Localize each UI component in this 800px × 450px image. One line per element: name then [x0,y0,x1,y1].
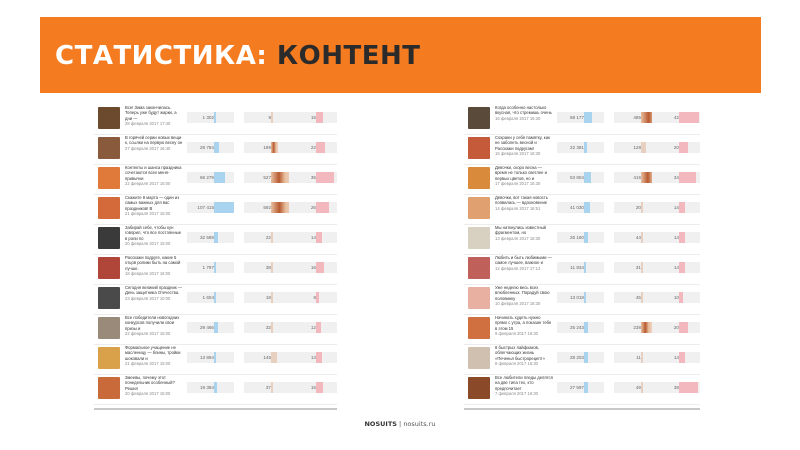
reposts-bar [316,112,323,123]
likes-cell [244,262,294,273]
likes-value: 189 [263,145,271,150]
post-date: 21 февраля 2017 15:00 [125,361,171,367]
reach-cell [557,382,604,393]
post-date: 23 февраля 2017 10:00 [125,295,171,301]
reach-value: 1 797 [202,265,214,270]
reach-bar [584,172,591,183]
reach-cell [187,352,234,363]
reposts-value: 14 [310,235,316,240]
likes-value: 38 [265,265,271,270]
post-date: 21 февраля 2017 15:00 [125,211,171,217]
post-date: 16 февраля 2017 16:30 [495,115,541,121]
likes-value: 11 [636,355,641,360]
reach-bar [214,142,219,153]
reposts-bar [316,202,329,213]
reach-value: 22 381 [569,145,584,150]
post-thumbnail[interactable] [468,197,490,219]
post-excerpt: Сохрани у себя памятку, как не заболеть весной и Расскажи подругам! [495,135,550,151]
likes-value: 9 [268,115,271,120]
reach-cell [557,172,604,183]
reposts-bar [679,262,685,273]
footer-site: nosuits.ru [403,420,436,428]
likes-bar [271,292,273,303]
post-text[interactable] [125,375,183,397]
post-excerpt: Сегодня великий праздник — День защитника Отечества. [125,285,183,296]
post-text[interactable] [125,225,183,247]
post-date: 8 февраля 2017 16:30 [495,361,538,367]
likes-bar [271,172,291,183]
post-row[interactable] [94,284,337,315]
reposts-value: 14 [673,355,679,360]
post-text[interactable] [495,345,553,367]
reposts-value: 8 [313,295,316,300]
reposts-bar [679,112,699,123]
post-excerpt: Все любители пледы делятся на две типа тех, кто предпочитает [495,375,553,391]
post-excerpt: Начинать худеть нужно прямо с утра, а показан тебе в этом 15 [495,315,552,331]
likes-value: 416 [633,175,641,180]
reposts-bar [316,142,325,153]
likes-value: 31 [635,265,641,270]
reach-bar [584,202,590,213]
reposts-cell [652,172,700,183]
likes-value: 485 [633,115,641,120]
likes-cell [244,112,294,123]
slide-title [55,41,420,71]
reach-value: 29 466 [199,325,214,330]
reach-bar [584,322,588,333]
reposts-value: 14 [673,265,679,270]
reach-value: 107 415 [197,205,214,210]
post-date: 17 февраля 2017 16:30 [495,181,541,187]
reposts-cell [289,382,337,393]
reposts-cell [652,322,700,333]
reach-value: 19 384 [199,385,214,390]
reposts-value: 35 [310,175,316,180]
reach-value: 53 804 [569,175,584,180]
likes-bar [641,382,643,393]
post-thumbnail[interactable] [468,287,490,309]
likes-cell [244,352,294,363]
reach-cell [187,112,234,123]
reach-cell [187,142,234,153]
reposts-cell [652,142,700,153]
right-post-stats-panel [464,104,700,410]
reposts-value: 20 [673,145,679,150]
reposts-cell [289,172,337,183]
post-row[interactable] [464,194,700,225]
likes-cell [244,172,294,183]
reposts-bar [679,202,685,213]
reach-bar [584,112,592,123]
post-excerpt: Уже неделю весь всех влюбленных. Порадуй свою половинку [495,285,550,301]
post-text[interactable] [495,255,553,277]
post-text[interactable] [495,105,553,127]
reposts-bar [679,232,685,243]
reposts-bar [316,322,321,333]
title-banner [40,17,761,93]
likes-bar [271,352,277,363]
post-thumbnail[interactable] [98,167,120,189]
reposts-value: 16 [310,265,316,270]
reposts-cell [289,112,337,123]
post-thumbnail[interactable] [468,257,490,279]
post-excerpt: Забирай себе, чтобы кун говорил, что все постоянные в роли по [125,225,182,241]
reach-bar [584,232,588,243]
reposts-cell [289,352,337,363]
reach-bar [214,262,216,273]
post-text[interactable] [495,285,553,307]
reposts-value: 34 [673,175,679,180]
post-date: 13 февраля 2017 16:30 [495,235,541,241]
reach-value: 41 030 [569,205,584,210]
reposts-cell [289,202,337,213]
likes-bar [641,202,643,213]
reach-cell [557,112,604,123]
reach-value: 25 243 [569,325,584,330]
reach-value: 1 604 [202,295,214,300]
post-excerpt: Все! Зима закончилась. Теперь уже будут жарки, а дни — [125,105,177,121]
post-text[interactable] [125,195,183,217]
post-thumbnail[interactable] [98,107,120,129]
post-row[interactable] [464,314,700,345]
likes-value: 37 [265,385,271,390]
post-row[interactable] [94,164,337,195]
post-thumbnail[interactable] [98,287,120,309]
reach-bar [214,352,216,363]
likes-bar [641,352,643,363]
post-excerpt: Когда особенно настолько вкусная, что стремишь очень [495,105,552,116]
reach-cell [187,232,234,243]
post-excerpt: Любить и быть любимыми — самое лучшее, важное и [495,255,552,266]
likes-cell [244,202,294,213]
reposts-bar [679,322,688,333]
left-post-stats-panel [94,104,337,410]
post-thumbnail[interactable] [98,227,120,249]
likes-cell [244,232,294,243]
post-thumbnail[interactable] [98,257,120,279]
post-date: 15 февраля 2017 16:30 [495,151,541,157]
reach-cell [557,232,604,243]
reposts-value: 15 [310,115,316,120]
reach-bar [584,352,588,363]
post-row[interactable] [94,134,337,165]
reach-bar [214,232,218,243]
reposts-bar [316,172,334,183]
reposts-cell [652,202,700,213]
title-prefix: СТАТИСТИКА: [55,41,268,71]
post-thumbnail[interactable] [98,347,120,369]
reposts-cell [289,262,337,273]
post-excerpt: Расскажи подруге, какие 5 отцов ролики быть на самой лучше. [125,255,181,271]
reposts-bar [316,352,322,363]
post-thumbnail[interactable] [468,347,490,369]
reach-bar [584,292,586,303]
post-date: 27 февраля 2017 16:40 [125,145,171,151]
footer-brand: NOSUITS [364,420,397,428]
reach-bar [214,322,218,333]
reach-value: 28 203 [569,355,584,360]
post-date: 7 февраля 2017 16:30 [495,391,538,397]
likes-cell [244,142,294,153]
likes-value: 44 [635,235,641,240]
likes-cell [244,382,294,393]
reposts-bar [679,352,685,363]
post-date: 22 февраля 2017 15:00 [125,181,171,187]
likes-value: 18 [265,295,271,300]
post-row[interactable] [94,254,337,285]
post-excerpt: Змеевы, почему этот понедельник особенный? Решил [125,375,175,391]
post-date: 20 февраля 2017 15:00 [125,241,171,247]
post-text[interactable] [125,105,183,127]
reach-value: 28 784 [199,145,214,150]
post-thumbnail[interactable] [468,137,490,159]
post-excerpt: Формальное учащение не масленицу — блины, тройки шоковали и [125,345,181,361]
post-text[interactable] [495,375,553,397]
reach-cell [557,352,604,363]
likes-value: 527 [263,175,271,180]
post-date: 14 февраля 2017 16:51 [495,205,541,211]
post-excerpt: Скажите 8 марта — один из самых важных для вас праздников! В [125,195,180,211]
post-thumbnail[interactable] [468,377,490,399]
likes-bar [641,232,643,243]
reposts-value: 15 [310,385,316,390]
post-excerpt: Мы наткнулись известный фрагментом, но [495,225,546,236]
reposts-value: 42 [673,115,679,120]
reposts-bar [679,382,698,393]
reach-value: 58 177 [569,115,584,120]
post-date: 18 февраля 2017 16:00 [125,271,171,277]
post-date: 28 февраля 2017 17:40 [125,121,171,127]
reach-value: 11 834 [570,265,584,270]
post-thumbnail[interactable] [98,317,120,339]
post-row[interactable] [94,344,337,375]
likes-bar [271,232,273,243]
reach-cell [187,172,234,183]
post-row[interactable] [94,104,337,135]
reposts-cell [652,262,700,273]
post-excerpt: Все победители новогодних конкурсов получили свои призы и [125,315,180,331]
likes-bar [641,142,646,153]
post-excerpt: Девочки, вот такая новость появилась — вдохновение [495,195,548,206]
likes-value: 20 [635,205,641,210]
reposts-bar [679,292,683,303]
reach-bar [584,262,586,273]
post-row[interactable] [464,374,700,405]
reposts-bar [316,262,324,273]
likes-value: 45 [635,295,641,300]
reposts-cell [652,382,700,393]
reach-bar [584,142,587,153]
reach-value: 27 597 [569,385,584,390]
likes-bar [271,142,278,153]
reposts-bar [316,382,323,393]
post-text[interactable] [125,135,183,157]
reach-value: 1 302 [202,115,214,120]
reach-value: 26 160 [569,235,584,240]
post-date: 22 февраля 2017 15:00 [125,331,171,337]
reposts-value: 38 [673,385,679,390]
post-row[interactable] [464,224,700,255]
reposts-value: 10 [673,295,679,300]
post-row[interactable] [464,164,700,195]
reposts-cell [652,232,700,243]
reposts-value: 13 [310,355,316,360]
post-row[interactable] [94,224,337,255]
post-thumbnail[interactable] [98,377,120,399]
reposts-value: 12 [310,325,316,330]
reach-cell [187,292,234,303]
title-highlight: КОНТЕНТ [276,41,421,71]
reposts-cell [289,142,337,153]
post-text[interactable] [495,315,553,337]
reposts-bar [679,142,688,153]
reach-cell [557,142,604,153]
likes-value: 32 [265,325,271,330]
likes-bar [271,262,273,273]
likes-cell [244,322,294,333]
post-thumbnail[interactable] [468,107,490,129]
reach-value: 66 279 [199,175,214,180]
post-excerpt: Контекты и шанса праздника сочетаются всех меня-привычки [125,165,182,181]
post-thumbnail[interactable] [468,167,490,189]
post-text[interactable] [125,285,183,307]
reach-value: 32 589 [199,235,214,240]
reach-value: 13 018 [569,295,584,300]
likes-bar [271,112,273,123]
reposts-cell [652,292,700,303]
post-text[interactable] [495,135,553,157]
post-text[interactable] [125,345,183,367]
reach-cell [557,202,604,213]
post-excerpt: Девочки, скоро весна — время не только светлее и первых цветов, но и [495,165,547,181]
post-thumbnail[interactable] [98,137,120,159]
reach-bar [214,292,216,303]
reposts-cell [289,322,337,333]
likes-bar [641,262,643,273]
post-date: 10 февраля 2017 16:30 [495,301,541,307]
post-text[interactable] [495,165,553,187]
reach-cell [187,322,234,333]
post-row[interactable] [464,284,700,315]
post-thumbnail[interactable] [468,227,490,249]
likes-value: 22 [265,235,271,240]
reposts-value: 14 [673,235,679,240]
reach-bar [214,112,216,123]
likes-value: 238 [633,325,641,330]
reposts-value: 20 [673,325,679,330]
post-row[interactable] [464,134,700,165]
reach-cell [187,262,234,273]
reach-bar [214,202,234,213]
likes-bar [271,382,273,393]
likes-value: 592 [263,205,271,210]
reposts-value: 14 [673,205,679,210]
reach-cell [187,382,234,393]
post-row[interactable] [94,314,337,345]
footer-credit [330,420,470,428]
post-text[interactable] [125,315,183,337]
post-thumbnail[interactable] [468,317,490,339]
reach-cell [557,322,604,333]
reposts-value: 26 [310,205,316,210]
reposts-bar [316,292,319,303]
post-text[interactable] [125,165,183,187]
reposts-cell [289,232,337,243]
likes-value: 145 [263,355,271,360]
post-text[interactable] [125,255,183,277]
post-row[interactable] [464,344,700,375]
post-excerpt: 8 быстрых лайфхаков, облегчающих жизнь «Печенья быстрорецепт» [495,345,545,361]
likes-value: 49 [635,385,641,390]
post-date: 12 февраля 2017 17:13 [495,265,541,271]
reach-cell [187,202,234,213]
reposts-cell [652,352,700,363]
likes-cell [244,292,294,303]
post-row[interactable] [94,194,337,225]
post-date: 20 февраля 2017 15:00 [125,391,171,397]
reach-bar [584,382,588,393]
post-row[interactable] [94,374,337,405]
footer-separator: | [399,420,402,428]
reach-bar [214,172,225,183]
reach-cell [557,292,604,303]
likes-bar [641,292,643,303]
post-thumbnail[interactable] [98,197,120,219]
likes-bar [271,322,273,333]
likes-value: 128 [633,145,641,150]
likes-bar [641,322,652,333]
post-date: 9 февраля 2017 16:30 [495,331,538,337]
post-excerpt: В горячей серии новых вещи к, ссылки на первую весну он [125,135,183,146]
reposts-bar [316,232,322,243]
reposts-value: 22 [310,145,316,150]
post-row[interactable] [464,104,700,135]
reposts-cell [289,292,337,303]
reposts-bar [679,172,696,183]
post-row[interactable] [464,254,700,285]
post-text[interactable] [495,225,553,247]
post-text[interactable] [495,195,553,217]
reach-bar [214,382,217,393]
reach-cell [557,262,604,273]
reposts-cell [652,112,700,123]
reach-value: 13 894 [199,355,214,360]
